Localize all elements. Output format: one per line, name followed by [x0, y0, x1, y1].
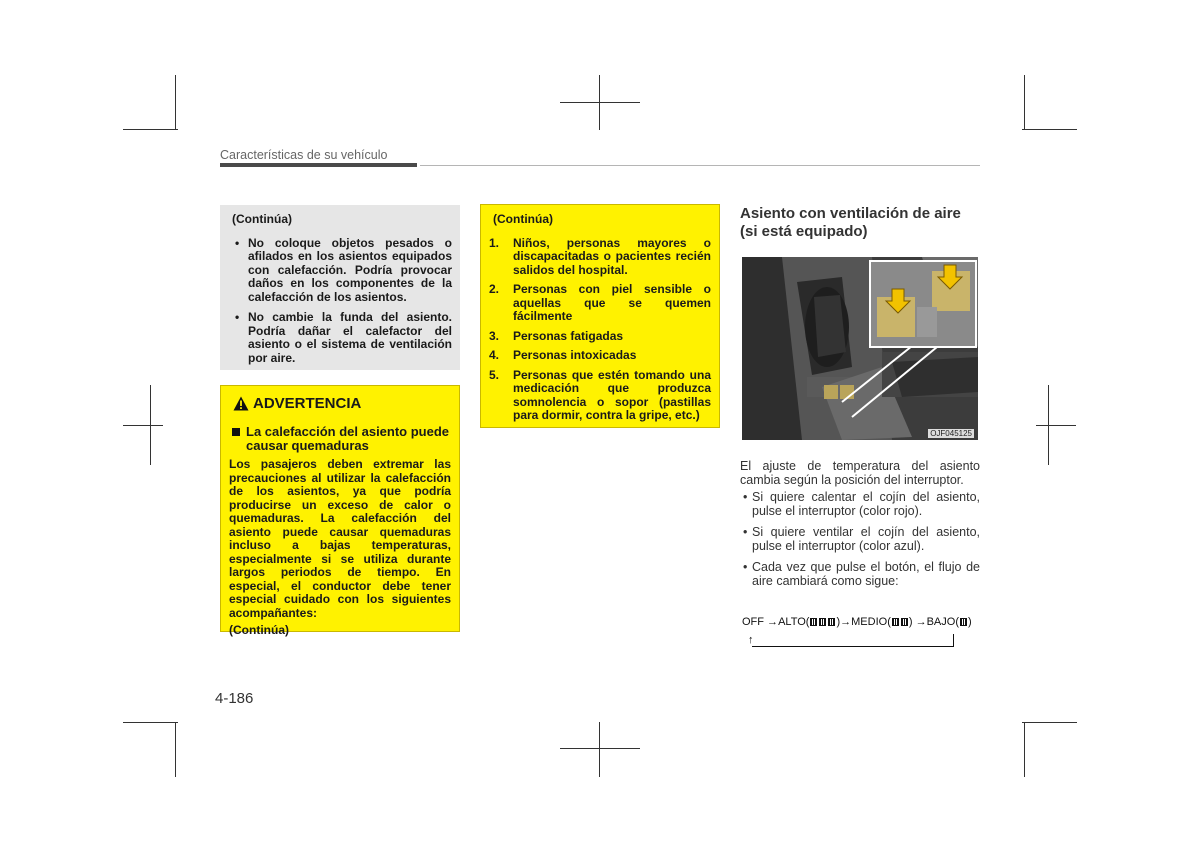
- seat-level-icon: [828, 618, 835, 626]
- square-bullet-icon: [232, 428, 240, 436]
- figure-code: OJF045125: [930, 429, 972, 438]
- flow-medium: MEDIO: [851, 616, 888, 628]
- console-photo: [742, 257, 978, 440]
- instruction-list: [740, 491, 980, 588]
- airflow-sequence: OFF → ALTO ( ) → MEDIO ( ) → BAJO ( ): [742, 616, 972, 628]
- warning-body: Los pasajeros deben extremar las precauciones al utilizar la calefacción de los asientos, ya que podría producirse un exceso de calor o quemaduras. La calefacción del asiento puede causar quemaduras incluso a bajas temperaturas, especialmente si se utiliza durante largos periodos de tiempo. En especial, el conductor debe tener especial cuidado con los siguientes acompañantes:: [229, 457, 451, 620]
- warning-title-text: ADVERTENCIA: [253, 394, 362, 412]
- seat-level-icon: [819, 618, 826, 626]
- passenger-item: 3. Personas fatigadas: [489, 328, 624, 343]
- instruction-item: • Si quiere ventilar el cojín del asiento, pulse el interruptor (color azul).: [740, 526, 980, 553]
- warning-title: [233, 396, 451, 411]
- flow-return-line: [953, 634, 954, 647]
- flow-high: ALTO: [778, 616, 806, 628]
- passenger-item: 4. Personas intoxicadas: [489, 348, 637, 362]
- seat-level-icon: [960, 618, 967, 626]
- warning-subheading: [229, 425, 451, 453]
- seat-level-icon: [901, 618, 908, 626]
- flow-return-line: [752, 646, 954, 647]
- warning-box-continued: [480, 204, 720, 428]
- warning-subheading-text: La calefacción del asiento puede causar quemaduras: [246, 424, 450, 453]
- caution-item: • No cambie la funda del asiento. Podría dañar el calefactor del asiento o el sistema de ventilación por aire.: [228, 311, 452, 365]
- continued-label: (Continúa): [229, 623, 289, 637]
- caution-item: • No coloque objetos pesados o afilados en los asientos equipados con calefacción. Podría provocar daños en los componentes de la calefacción de los asientos.: [228, 237, 452, 305]
- caution-box-continued: [220, 205, 460, 370]
- flow-off: OFF: [742, 616, 764, 628]
- passenger-list: [489, 237, 711, 423]
- passenger-item: 1. Niños, personas mayores o discapacitadas o pacientes recién salidos del hospital.: [489, 235, 711, 277]
- arrow-right-icon: →: [840, 616, 852, 628]
- instruction-item: • Cada vez que pulse el botón, el flujo de aire cambiará como sigue:: [740, 561, 980, 588]
- warning-box: [220, 385, 460, 637]
- passenger-item: 2. Personas con piel sensible o aquellas que se quemen fácilmente: [489, 282, 711, 323]
- continued-label: (Continúa): [232, 212, 292, 226]
- flow-low: BAJO: [926, 616, 956, 628]
- seat-level-icon: [892, 618, 899, 626]
- intro-paragraph: El ajuste de temperatura del asiento cambia según la posición del interruptor.: [740, 459, 980, 487]
- seat-level-icon: [810, 618, 817, 626]
- passenger-item: 5. Personas que estén tomando una medicación que produzca somnolencia o sopor (pastillas para dormir, contra la gripe, etc.): [489, 367, 711, 422]
- instruction-item: • Si quiere calentar el cojín del asiento, pulse el interruptor (color rojo).: [740, 491, 980, 518]
- warning-triangle-icon: [233, 396, 249, 411]
- arrow-right-icon: →: [912, 616, 927, 628]
- header-rule-light: [420, 165, 980, 166]
- arrow-up-icon: ↑: [748, 634, 754, 646]
- arrow-right-icon: →: [764, 616, 779, 628]
- continued-label: (Continúa): [493, 212, 553, 226]
- ventilated-seat-title: Asiento con ventilación de aire (si está equipado): [740, 205, 961, 240]
- page-number: 4-186: [215, 690, 254, 707]
- caution-list: [228, 237, 452, 366]
- console-illustration: [742, 257, 978, 440]
- ventilated-seat-description: [740, 460, 980, 596]
- section-header: Características de su vehículo: [220, 148, 388, 162]
- header-rule-dark: [220, 163, 417, 167]
